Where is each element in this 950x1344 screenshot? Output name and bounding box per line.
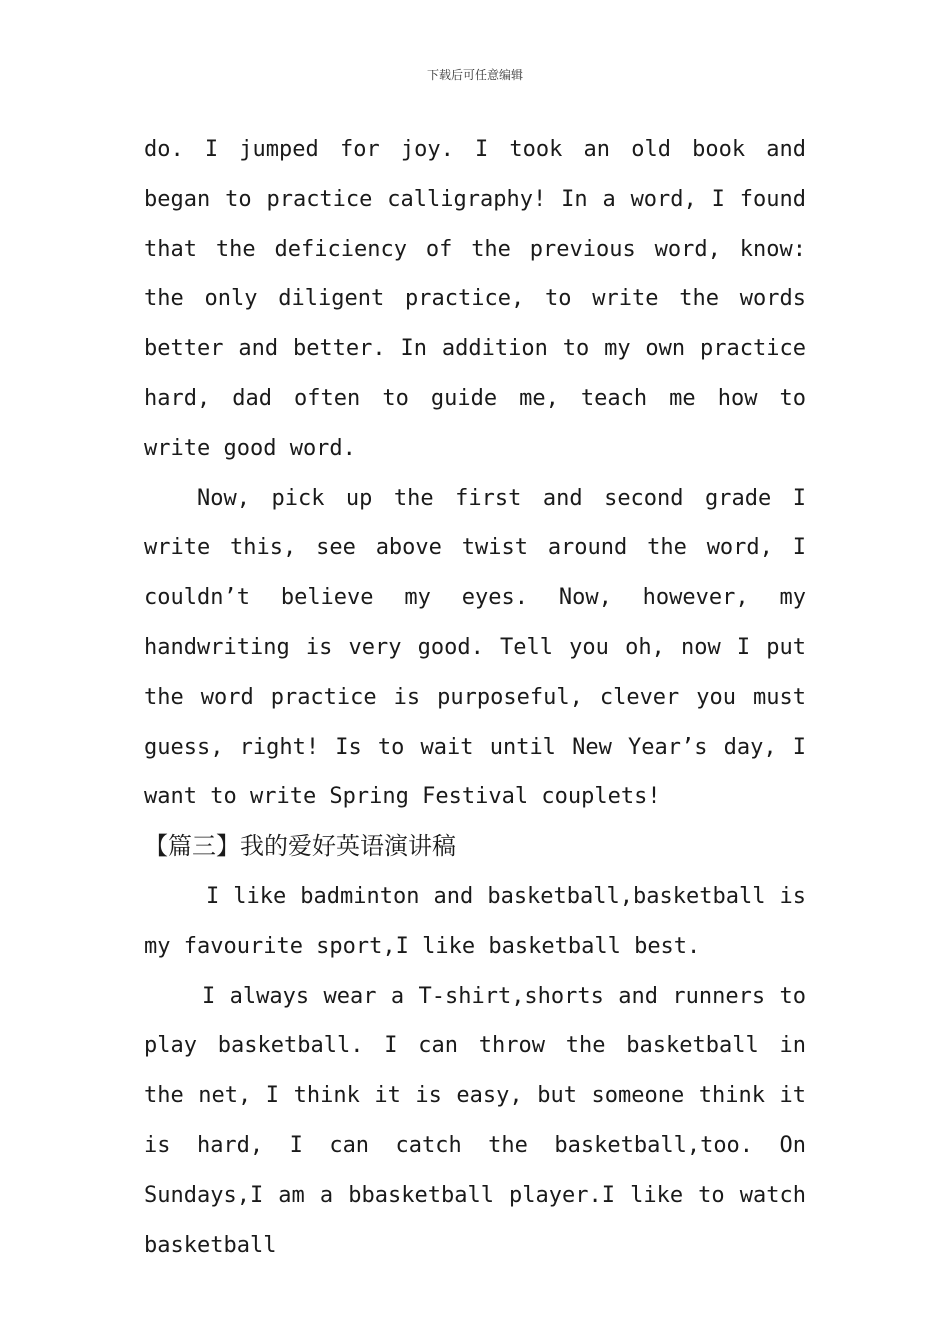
section-heading-part-three: 【篇三】我的爱好英语演讲稿 [144,832,456,860]
paragraph-handwriting-improvement: Now, pick up the first and second grade I write this, see above twist around the word, I couldn’t believe my eyes. Now, however, my handwriting is very good. Tell you oh, now I put the word practice is purposeful, clever you must guess, right! Is to wait until New Year’s day, I want to write Spring Festival couplets! [144,485,806,810]
section-three-text-block [144,872,806,1270]
paragraph-playing-basketball: I always wear a T-shirt,shorts and runners to play basketball. I can throw the basketball in the net, I think it is easy, but someone think it is hard, I can catch the basketball,too. On Sundays,I am a bbasketball player.I like to watch basketball [144,983,806,1258]
page-header-note: 下载后可任意编辑 [426,68,523,82]
continued-text-block [144,125,806,822]
paragraph-favourite-sport: I like badminton and basketball,basketball is my favourite sport,I like basketball best. [144,884,806,959]
paragraph-calligraphy-practice: do. I jumped for joy. I took an old book and began to practice calligraphy! In a word, I found that the deficiency of the previous word, know: the only diligent practice, to write the words better and better. In addition to my own practice hard, dad often to guide me, teach me how to write good word. [144,137,806,461]
